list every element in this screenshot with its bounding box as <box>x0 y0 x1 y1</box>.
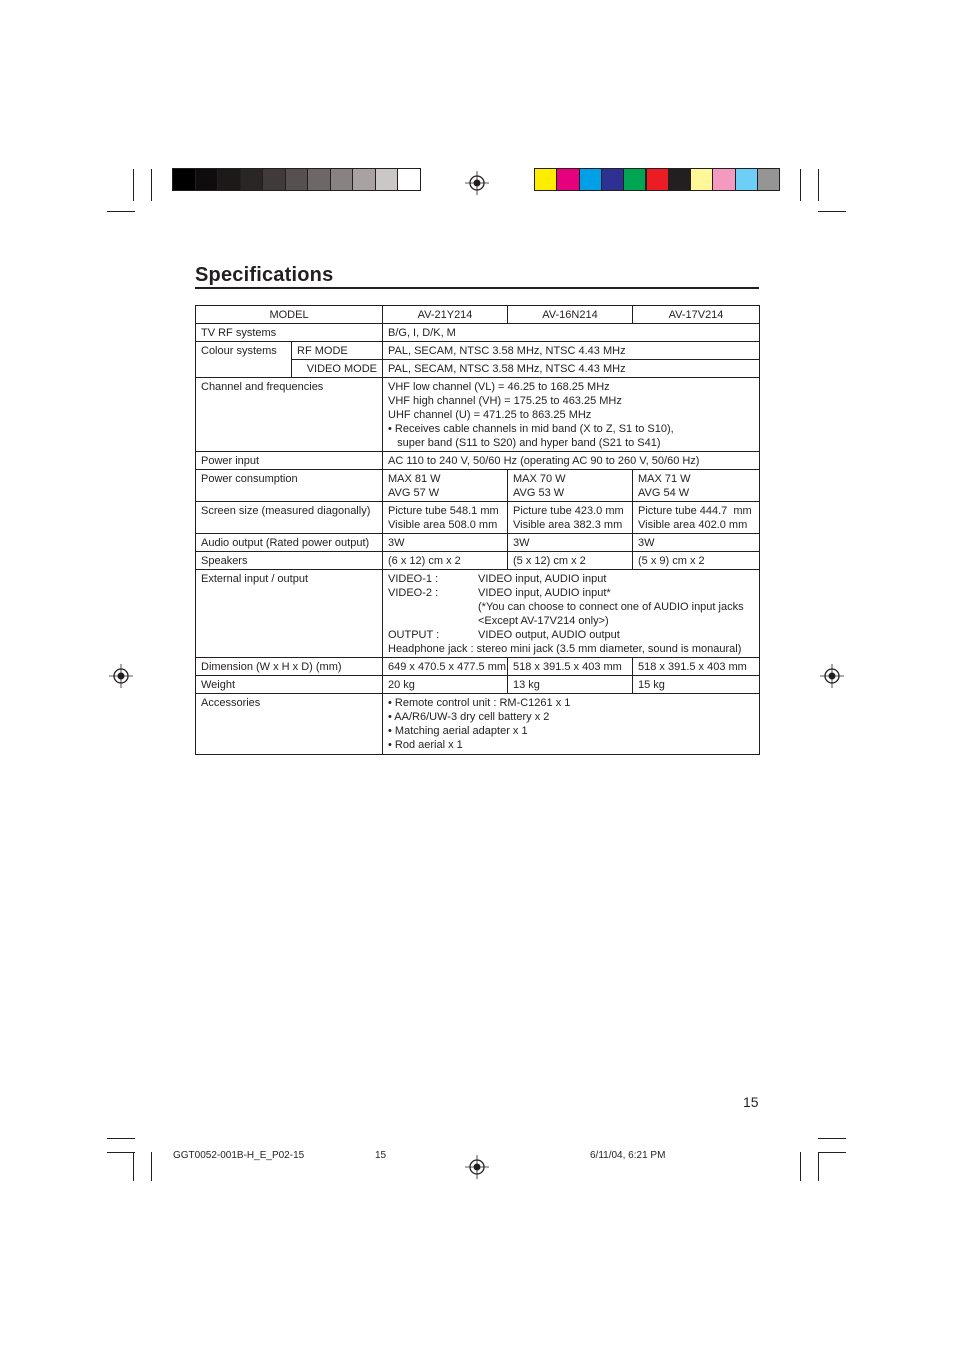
text-line: Visible area 402.0 mm <box>638 519 748 531</box>
text-line: VHF high channel (VH) = 175.25 to 463.25 MHz <box>388 395 622 407</box>
color-swatch <box>557 169 578 190</box>
crop-mark <box>818 169 819 201</box>
row-value: PAL, SECAM, NTSC 3.58 MHz, NTSC 4.43 MHz <box>383 342 760 360</box>
footer-date: 6/11/04, 6:21 PM <box>590 1150 666 1161</box>
table-row <box>196 470 760 502</box>
table-row <box>196 452 760 470</box>
io-key: OUTPUT : <box>388 629 440 641</box>
text-line: super band (S11 to S20) and hyper band (S21 to S41) <box>388 437 661 449</box>
text-line: • Receives cable channels in mid band (X to Z, S1 to S10), <box>388 423 674 435</box>
text-line: Picture tube 444.7 mm <box>638 505 752 517</box>
table-row <box>196 570 760 658</box>
crop-mark <box>818 1138 846 1139</box>
cell: 15 kg <box>633 676 760 694</box>
cell: 649 x 470.5 x 477.5 mm <box>383 658 508 676</box>
headphone-line: Headphone jack : stereo mini jack (3.5 mm diameter, sound is monaural) <box>388 643 742 655</box>
header-model-2: AV-16N214 <box>508 306 633 324</box>
cell: 3W <box>633 534 760 552</box>
text-line: Picture tube 423.0 mm <box>513 505 624 517</box>
table-row <box>196 324 760 342</box>
crop-mark <box>133 1152 134 1181</box>
color-swatch <box>624 169 645 190</box>
list-item: • Remote control unit : RM-C1261 x 1 <box>388 697 571 709</box>
list-item: • Matching aerial adapter x 1 <box>388 725 528 737</box>
header-model: MODEL <box>196 306 383 324</box>
color-swatch <box>308 169 330 190</box>
row-value <box>383 378 760 452</box>
row-value: PAL, SECAM, NTSC 3.58 MHz, NTSC 4.43 MHz <box>383 360 760 378</box>
text-line: MAX 71 W <box>638 473 691 485</box>
row-label: External input / output <box>196 570 383 658</box>
io-value: VIDEO input, AUDIO input <box>478 573 607 585</box>
color-swatch <box>758 169 779 190</box>
io-key: VIDEO-1 : <box>388 573 439 585</box>
color-swatch <box>196 169 218 190</box>
crop-mark <box>151 1152 152 1181</box>
row-label: Power input <box>196 452 383 470</box>
crop-mark <box>107 1152 135 1153</box>
title-rule <box>195 287 759 289</box>
specifications-table <box>195 305 760 755</box>
color-swatch <box>398 169 420 190</box>
cell: 3W <box>383 534 508 552</box>
registration-mark-icon <box>465 1155 489 1179</box>
io-note: (*You can choose to connect one of AUDIO input jacks <box>478 601 744 613</box>
text-line: Visible area 382.3 mm <box>513 519 623 531</box>
text-line: MAX 81 W <box>388 473 441 485</box>
sub-label: RF MODE <box>292 342 383 360</box>
row-label: Accessories <box>196 694 383 755</box>
table-row <box>196 534 760 552</box>
color-swatch <box>286 169 308 190</box>
footer-file: GGT0052-001B-H_E_P02-15 <box>173 1150 305 1161</box>
row-label: TV RF systems <box>196 324 383 342</box>
text-line: VHF low channel (VL) = 46.25 to 168.25 MHz <box>388 381 610 393</box>
row-label: Screen size (measured diagonally) <box>196 502 383 534</box>
row-label: Speakers <box>196 552 383 570</box>
row-value <box>383 570 760 658</box>
sub-label: VIDEO MODE <box>292 360 383 378</box>
color-swatch <box>647 169 668 190</box>
text-line: Picture tube 548.1 mm <box>388 505 499 517</box>
io-note: <Except AV-17V214 only>) <box>478 615 609 627</box>
color-swatch <box>173 169 195 190</box>
crop-mark <box>133 169 134 201</box>
cell: 13 kg <box>508 676 633 694</box>
registration-mark-icon <box>465 171 489 195</box>
row-value: B/G, I, D/K, M <box>383 324 760 342</box>
text-line: AVG 54 W <box>638 487 690 499</box>
color-swatch <box>263 169 285 190</box>
list-item: • Rod aerial x 1 <box>388 739 463 751</box>
crop-mark <box>818 1152 819 1181</box>
color-swatch <box>376 169 398 190</box>
crop-mark <box>151 169 152 201</box>
table-row <box>196 658 760 676</box>
table-row <box>196 694 760 755</box>
row-label: Power consumption <box>196 470 383 502</box>
page-title: Specifications <box>195 264 334 286</box>
crop-mark <box>800 1152 801 1181</box>
header-model-1: AV-21Y214 <box>383 306 508 324</box>
color-swatch <box>331 169 353 190</box>
cell <box>633 470 760 502</box>
color-swatch <box>713 169 734 190</box>
io-grid <box>388 572 754 642</box>
registration-mark-icon <box>109 664 133 688</box>
list-item: • AA/R6/UW-3 dry cell battery x 2 <box>388 711 550 723</box>
cell: 20 kg <box>383 676 508 694</box>
table-row <box>196 378 760 452</box>
color-swatch <box>535 169 556 190</box>
crop-mark <box>818 1152 846 1153</box>
cell: (5 x 9) cm x 2 <box>633 552 760 570</box>
crop-mark <box>800 169 801 201</box>
table-row <box>196 552 760 570</box>
table-row <box>196 342 760 360</box>
cell <box>633 502 760 534</box>
cell <box>383 470 508 502</box>
cell: (6 x 12) cm x 2 <box>383 552 508 570</box>
color-swatch <box>602 169 623 190</box>
color-swatch <box>218 169 240 190</box>
color-swatch <box>241 169 263 190</box>
cell: 3W <box>508 534 633 552</box>
cell: 518 x 391.5 x 403 mm <box>508 658 633 676</box>
text-line: AVG 53 W <box>513 487 565 499</box>
row-label: Audio output (Rated power output) <box>196 534 383 552</box>
cell <box>508 502 633 534</box>
cell <box>508 470 633 502</box>
color-swatch <box>580 169 601 190</box>
row-label: Colour systems <box>196 342 292 378</box>
io-value: VIDEO input, AUDIO input* <box>478 587 611 599</box>
table-row <box>196 502 760 534</box>
table-row <box>196 306 760 324</box>
text-line: AVG 57 W <box>388 487 440 499</box>
crop-mark <box>107 1138 135 1139</box>
io-value: VIDEO output, AUDIO output <box>478 629 620 641</box>
row-label: Dimension (W x H x D) (mm) <box>196 658 383 676</box>
cell: 518 x 391.5 x 403 mm <box>633 658 760 676</box>
crop-mark <box>818 211 846 212</box>
cell <box>383 502 508 534</box>
row-value <box>383 694 760 755</box>
row-label: Weight <box>196 676 383 694</box>
cell: (5 x 12) cm x 2 <box>508 552 633 570</box>
row-value: AC 110 to 240 V, 50/60 Hz (operating AC 90 to 260 V, 50/60 Hz) <box>383 452 760 470</box>
footer-page: 15 <box>375 1150 387 1161</box>
text-line: MAX 70 W <box>513 473 566 485</box>
page-number: 15 <box>743 1094 759 1110</box>
crop-mark <box>107 211 135 212</box>
color-swatch <box>669 169 690 190</box>
color-swatch <box>353 169 375 190</box>
header-model-3: AV-17V214 <box>633 306 760 324</box>
color-swatch <box>691 169 712 190</box>
text-line: UHF channel (U) = 471.25 to 863.25 MHz <box>388 409 592 421</box>
io-key: VIDEO-2 : <box>388 587 439 599</box>
registration-mark-icon <box>820 664 844 688</box>
color-swatch <box>736 169 757 190</box>
row-label: Channel and frequencies <box>196 378 383 452</box>
table-row <box>196 676 760 694</box>
text-line: Visible area 508.0 mm <box>388 519 498 531</box>
